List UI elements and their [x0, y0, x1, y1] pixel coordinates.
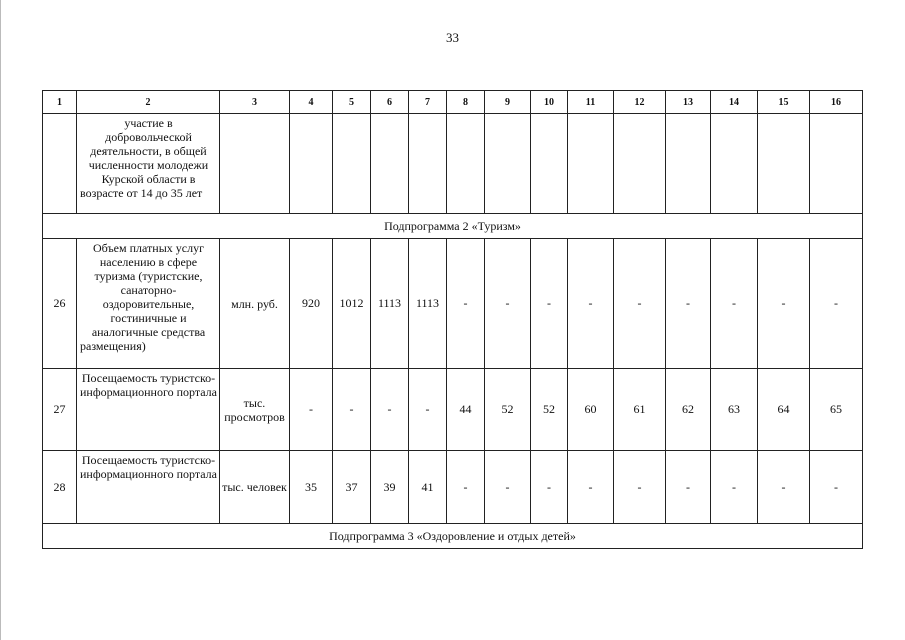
unit-cell: тыс. человек [220, 451, 290, 524]
value-cell: - [810, 451, 863, 524]
value-cell [711, 114, 758, 214]
column-number-row [43, 91, 863, 114]
header-cell: 14 [711, 91, 758, 114]
indicator-description: участие в добровольческой деятельности, в общей численности молодежи Курской области в возрасте от 14 до 35 лет [77, 114, 220, 214]
value-cell: - [614, 239, 666, 369]
indicator-description: Объем платных услуг населению в сфере туризма (туристские, санаторно-оздоровительные, гостиничные и аналогичные средства размещения) [77, 239, 220, 369]
page-number: 33 [446, 30, 459, 45]
header-cell: 13 [666, 91, 711, 114]
header-cell: 10 [531, 91, 568, 114]
value-cell: - [758, 451, 810, 524]
header-cell: 12 [614, 91, 666, 114]
value-cell: 64 [758, 369, 810, 451]
header-cell: 16 [810, 91, 863, 114]
value-cell: 61 [614, 369, 666, 451]
row-number-cell: 28 [43, 451, 77, 524]
value-cell: - [568, 451, 614, 524]
table-row [43, 451, 863, 524]
value-cell [485, 114, 531, 214]
value-cell: 37 [333, 451, 371, 524]
header-cell: 2 [77, 91, 220, 114]
header-cell: 8 [447, 91, 485, 114]
header-cell: 4 [290, 91, 333, 114]
value-cell [531, 114, 568, 214]
value-cell: - [447, 239, 485, 369]
value-cell: 62 [666, 369, 711, 451]
value-cell [810, 114, 863, 214]
value-cell: - [666, 239, 711, 369]
value-cell: - [290, 369, 333, 451]
value-cell: - [666, 451, 711, 524]
value-cell: - [485, 451, 531, 524]
indicators-table [42, 90, 863, 549]
value-cell: 1113 [371, 239, 409, 369]
header-cell: 11 [568, 91, 614, 114]
value-cell [290, 114, 333, 214]
unit-cell: тыс. просмотров [220, 369, 290, 451]
header-cell: 5 [333, 91, 371, 114]
value-cell: - [447, 451, 485, 524]
value-cell: 920 [290, 239, 333, 369]
header-cell: 6 [371, 91, 409, 114]
value-cell: - [531, 239, 568, 369]
page-left-edge [0, 0, 1, 640]
indicator-description: Посещаемость туристско-информационного портала [77, 369, 220, 451]
value-cell: - [810, 239, 863, 369]
section-heading: Подпрограмма 3 «Оздоровление и отдых детей» [43, 524, 863, 549]
row-number-cell: 26 [43, 239, 77, 369]
value-cell: 52 [531, 369, 568, 451]
value-cell: 35 [290, 451, 333, 524]
value-cell: - [711, 451, 758, 524]
header-cell: 3 [220, 91, 290, 114]
value-cell: 63 [711, 369, 758, 451]
value-cell: - [711, 239, 758, 369]
value-cell: - [568, 239, 614, 369]
table-row [43, 114, 863, 214]
section-row [43, 214, 863, 239]
row-number-cell: 27 [43, 369, 77, 451]
value-cell: 39 [371, 451, 409, 524]
header-cell: 7 [409, 91, 447, 114]
value-cell: 41 [409, 451, 447, 524]
value-cell: - [758, 239, 810, 369]
header-cell: 15 [758, 91, 810, 114]
value-cell: - [614, 451, 666, 524]
value-cell: - [333, 369, 371, 451]
row-number-cell [43, 114, 77, 214]
header-cell: 1 [43, 91, 77, 114]
value-cell [568, 114, 614, 214]
value-cell: 1012 [333, 239, 371, 369]
value-cell: 52 [485, 369, 531, 451]
section-row [43, 524, 863, 549]
section-heading: Подпрограмма 2 «Туризм» [43, 214, 863, 239]
value-cell: 65 [810, 369, 863, 451]
value-cell: - [531, 451, 568, 524]
indicator-description: Посещаемость туристско-информационного портала [77, 451, 220, 524]
value-cell [409, 114, 447, 214]
table-row [43, 369, 863, 451]
value-cell [333, 114, 371, 214]
header-cell: 9 [485, 91, 531, 114]
value-cell: 60 [568, 369, 614, 451]
value-cell [614, 114, 666, 214]
value-cell: - [371, 369, 409, 451]
value-cell: - [485, 239, 531, 369]
value-cell: 44 [447, 369, 485, 451]
value-cell: - [409, 369, 447, 451]
value-cell [758, 114, 810, 214]
table-row [43, 239, 863, 369]
unit-cell [220, 114, 290, 214]
value-cell [371, 114, 409, 214]
value-cell [666, 114, 711, 214]
unit-cell: млн. руб. [220, 239, 290, 369]
value-cell [447, 114, 485, 214]
value-cell: 1113 [409, 239, 447, 369]
